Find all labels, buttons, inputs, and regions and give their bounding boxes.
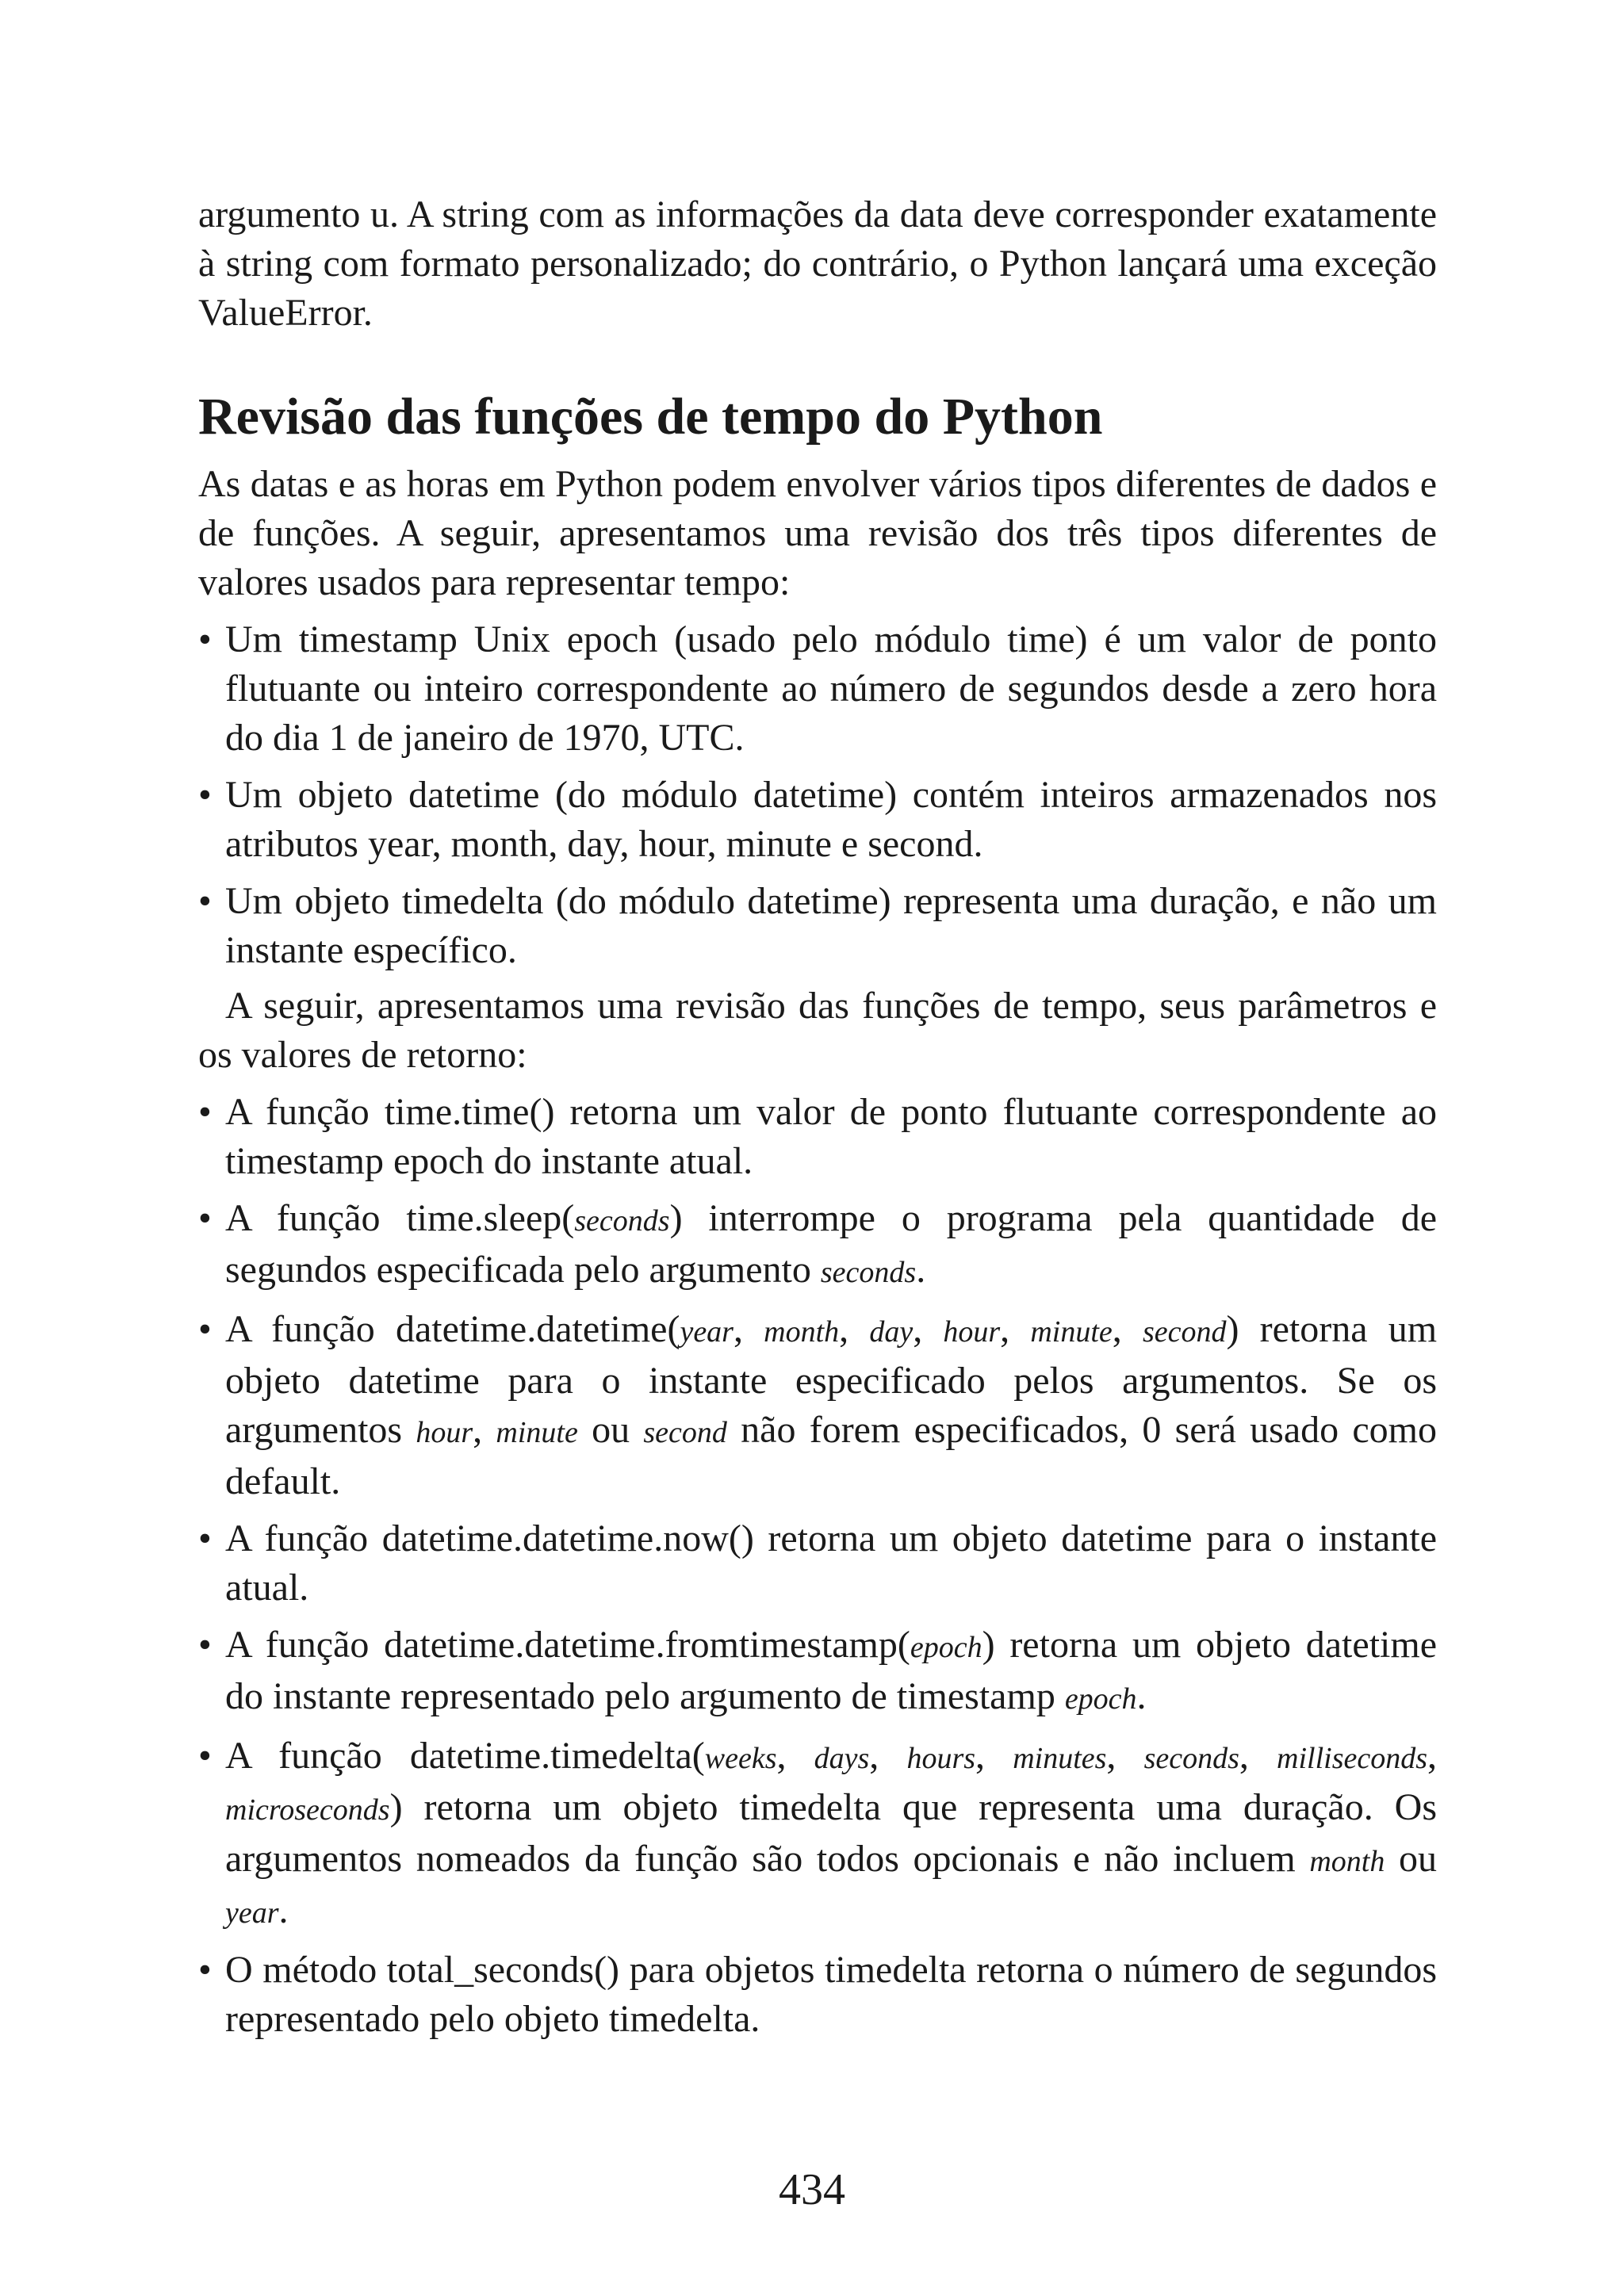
list-item-text: A função datetime.datetime.now() retorna um objeto datetime para o instante atual.	[225, 1517, 1437, 1609]
list-item-text: ) retorna um objeto timedelta que representa uma duração. Os argumentos nomeados da função são todos opcionais e não incluem	[225, 1786, 1437, 1880]
argument-name: year	[680, 1315, 733, 1349]
list-item	[198, 1621, 1437, 1724]
section-paragraph-2: A seguir, apresentamos uma revisão das funções de tempo, seus parâmetros e os valores de retorno:	[198, 985, 1437, 1076]
time-types-list	[198, 615, 1437, 975]
argument-name: minute	[1030, 1315, 1113, 1349]
list-item: • A função datetime.datetime(year, month, day, hour, minute, second) retorna um objeto datetime para o instante especificado pelos argumentos. Se os argumentos hour, minute ou second não forem especificados, 0 será usado como default.	[198, 1305, 1437, 1506]
list-item-text: A função datetime.datetime.fromtimestamp(	[225, 1624, 910, 1666]
list-item: • A função datetime.timedelta(weeks, days, hours, minutes, seconds, milliseconds, microseconds) retorna um objeto timedelta que representa uma duração. Os argumentos nomeados da função são todos opcionais e não incluem month ou year.	[198, 1732, 1437, 1938]
list-item-text: A função datetime.datetime(	[225, 1308, 680, 1350]
page-number: 434	[779, 2165, 845, 2214]
argument-name: second	[1142, 1315, 1227, 1349]
section-paragraph-1: As datas e as horas em Python podem envolver vários tipos diferentes de dados e de funções. A seguir, apresentamos uma revisão dos três tipos diferentes de valores usados para representar tempo:	[198, 463, 1437, 603]
bullet-icon: •	[198, 774, 212, 816]
bullet-icon: •	[198, 1624, 212, 1666]
argument-name: seconds	[820, 1256, 917, 1289]
list-item-text: Um objeto datetime (do módulo datetime) contém inteiros armazenados nos atributos year, month, day, hour, minute e second.	[225, 774, 1437, 865]
argument-name: hours	[906, 1742, 976, 1775]
argument-name: month	[764, 1315, 840, 1349]
list-item-text: Um objeto timedelta (do módulo datetime) representa uma duração, e não um instante específico.	[225, 880, 1437, 971]
list-item	[198, 1514, 1437, 1613]
list-item	[198, 877, 1437, 975]
list-item-text: não forem especificados, 0 será usado como default.	[225, 1409, 1438, 1502]
argument-name: year	[225, 1896, 279, 1930]
list-item	[198, 615, 1437, 763]
bullet-icon: •	[198, 618, 212, 660]
list-item-text: .	[1136, 1675, 1147, 1717]
list-item-text: O método total_seconds() para objetos timedelta retorna o número de segundos representado pelo objeto timedelta.	[225, 1949, 1437, 2040]
time-functions-list	[198, 1088, 1437, 2044]
argument-name: epoch	[1064, 1682, 1137, 1716]
list-item	[198, 1946, 1437, 2044]
argument-name: microseconds	[225, 1793, 390, 1827]
list-item-text: Um timestamp Unix epoch (usado pelo módulo time) é um valor de ponto flutuante ou inteiro correspondente ao número de segundos desde a zero hora do dia 1 de janeiro de 1970, UTC.	[225, 618, 1437, 759]
argument-name: minute	[496, 1416, 578, 1449]
bullet-icon: •	[198, 1949, 212, 1991]
argument-name: days	[814, 1742, 870, 1775]
bullet-icon: •	[198, 1197, 212, 1239]
argument-name: milliseconds	[1277, 1742, 1428, 1775]
list-item-text: A função datetime.timedelta(	[225, 1735, 705, 1777]
bullet-icon: •	[198, 1517, 212, 1559]
argument-name: weeks	[704, 1742, 777, 1775]
bullet-icon: •	[198, 1091, 212, 1133]
intro-paragraph: argumento u. A string com as informações da data deve corresponder exatamente à string com formato personalizado; do contrário, o Python lançará uma exceção ValueError.	[198, 193, 1437, 334]
argument-name: minutes	[1013, 1742, 1107, 1775]
argument-name: second	[643, 1416, 727, 1449]
section-heading: Revisão das funções de tempo do Python	[198, 388, 1103, 446]
list-item	[198, 1194, 1437, 1297]
bullet-icon: •	[198, 1735, 212, 1777]
bullet-icon: •	[198, 880, 212, 922]
argument-name: seconds	[574, 1204, 670, 1238]
list-item	[198, 1088, 1437, 1186]
argument-name: month	[1309, 1845, 1385, 1878]
argument-name: epoch	[910, 1631, 982, 1664]
book-page-content	[198, 190, 1437, 2050]
bullet-icon: •	[198, 1308, 212, 1350]
list-item-text: ou	[1385, 1838, 1437, 1880]
argument-name: day	[869, 1315, 914, 1349]
list-item-text: A função time.time() retorna um valor de ponto flutuante correspondente ao timestamp epoch do instante atual.	[225, 1091, 1437, 1182]
list-item-text: ) retorna um objeto datetime para o instante especificado pelos argumentos. Se os argumentos	[225, 1308, 1438, 1451]
list-item-text: A função time.sleep(	[225, 1197, 575, 1239]
list-item	[198, 771, 1437, 869]
list-item-text: ) interrompe o programa pela quantidade de segundos especificada pelo argumento	[225, 1197, 1438, 1291]
list-item-text: ) retorna um objeto datetime do instante representado pelo argumento de timestamp	[225, 1624, 1437, 1717]
argument-name: hour	[416, 1416, 473, 1449]
list-item-text: .	[916, 1249, 926, 1291]
argument-name: hour	[943, 1315, 1001, 1349]
argument-name: seconds	[1143, 1742, 1239, 1775]
list-item-text: .	[278, 1889, 289, 1931]
list-item-text: ou	[577, 1409, 644, 1451]
